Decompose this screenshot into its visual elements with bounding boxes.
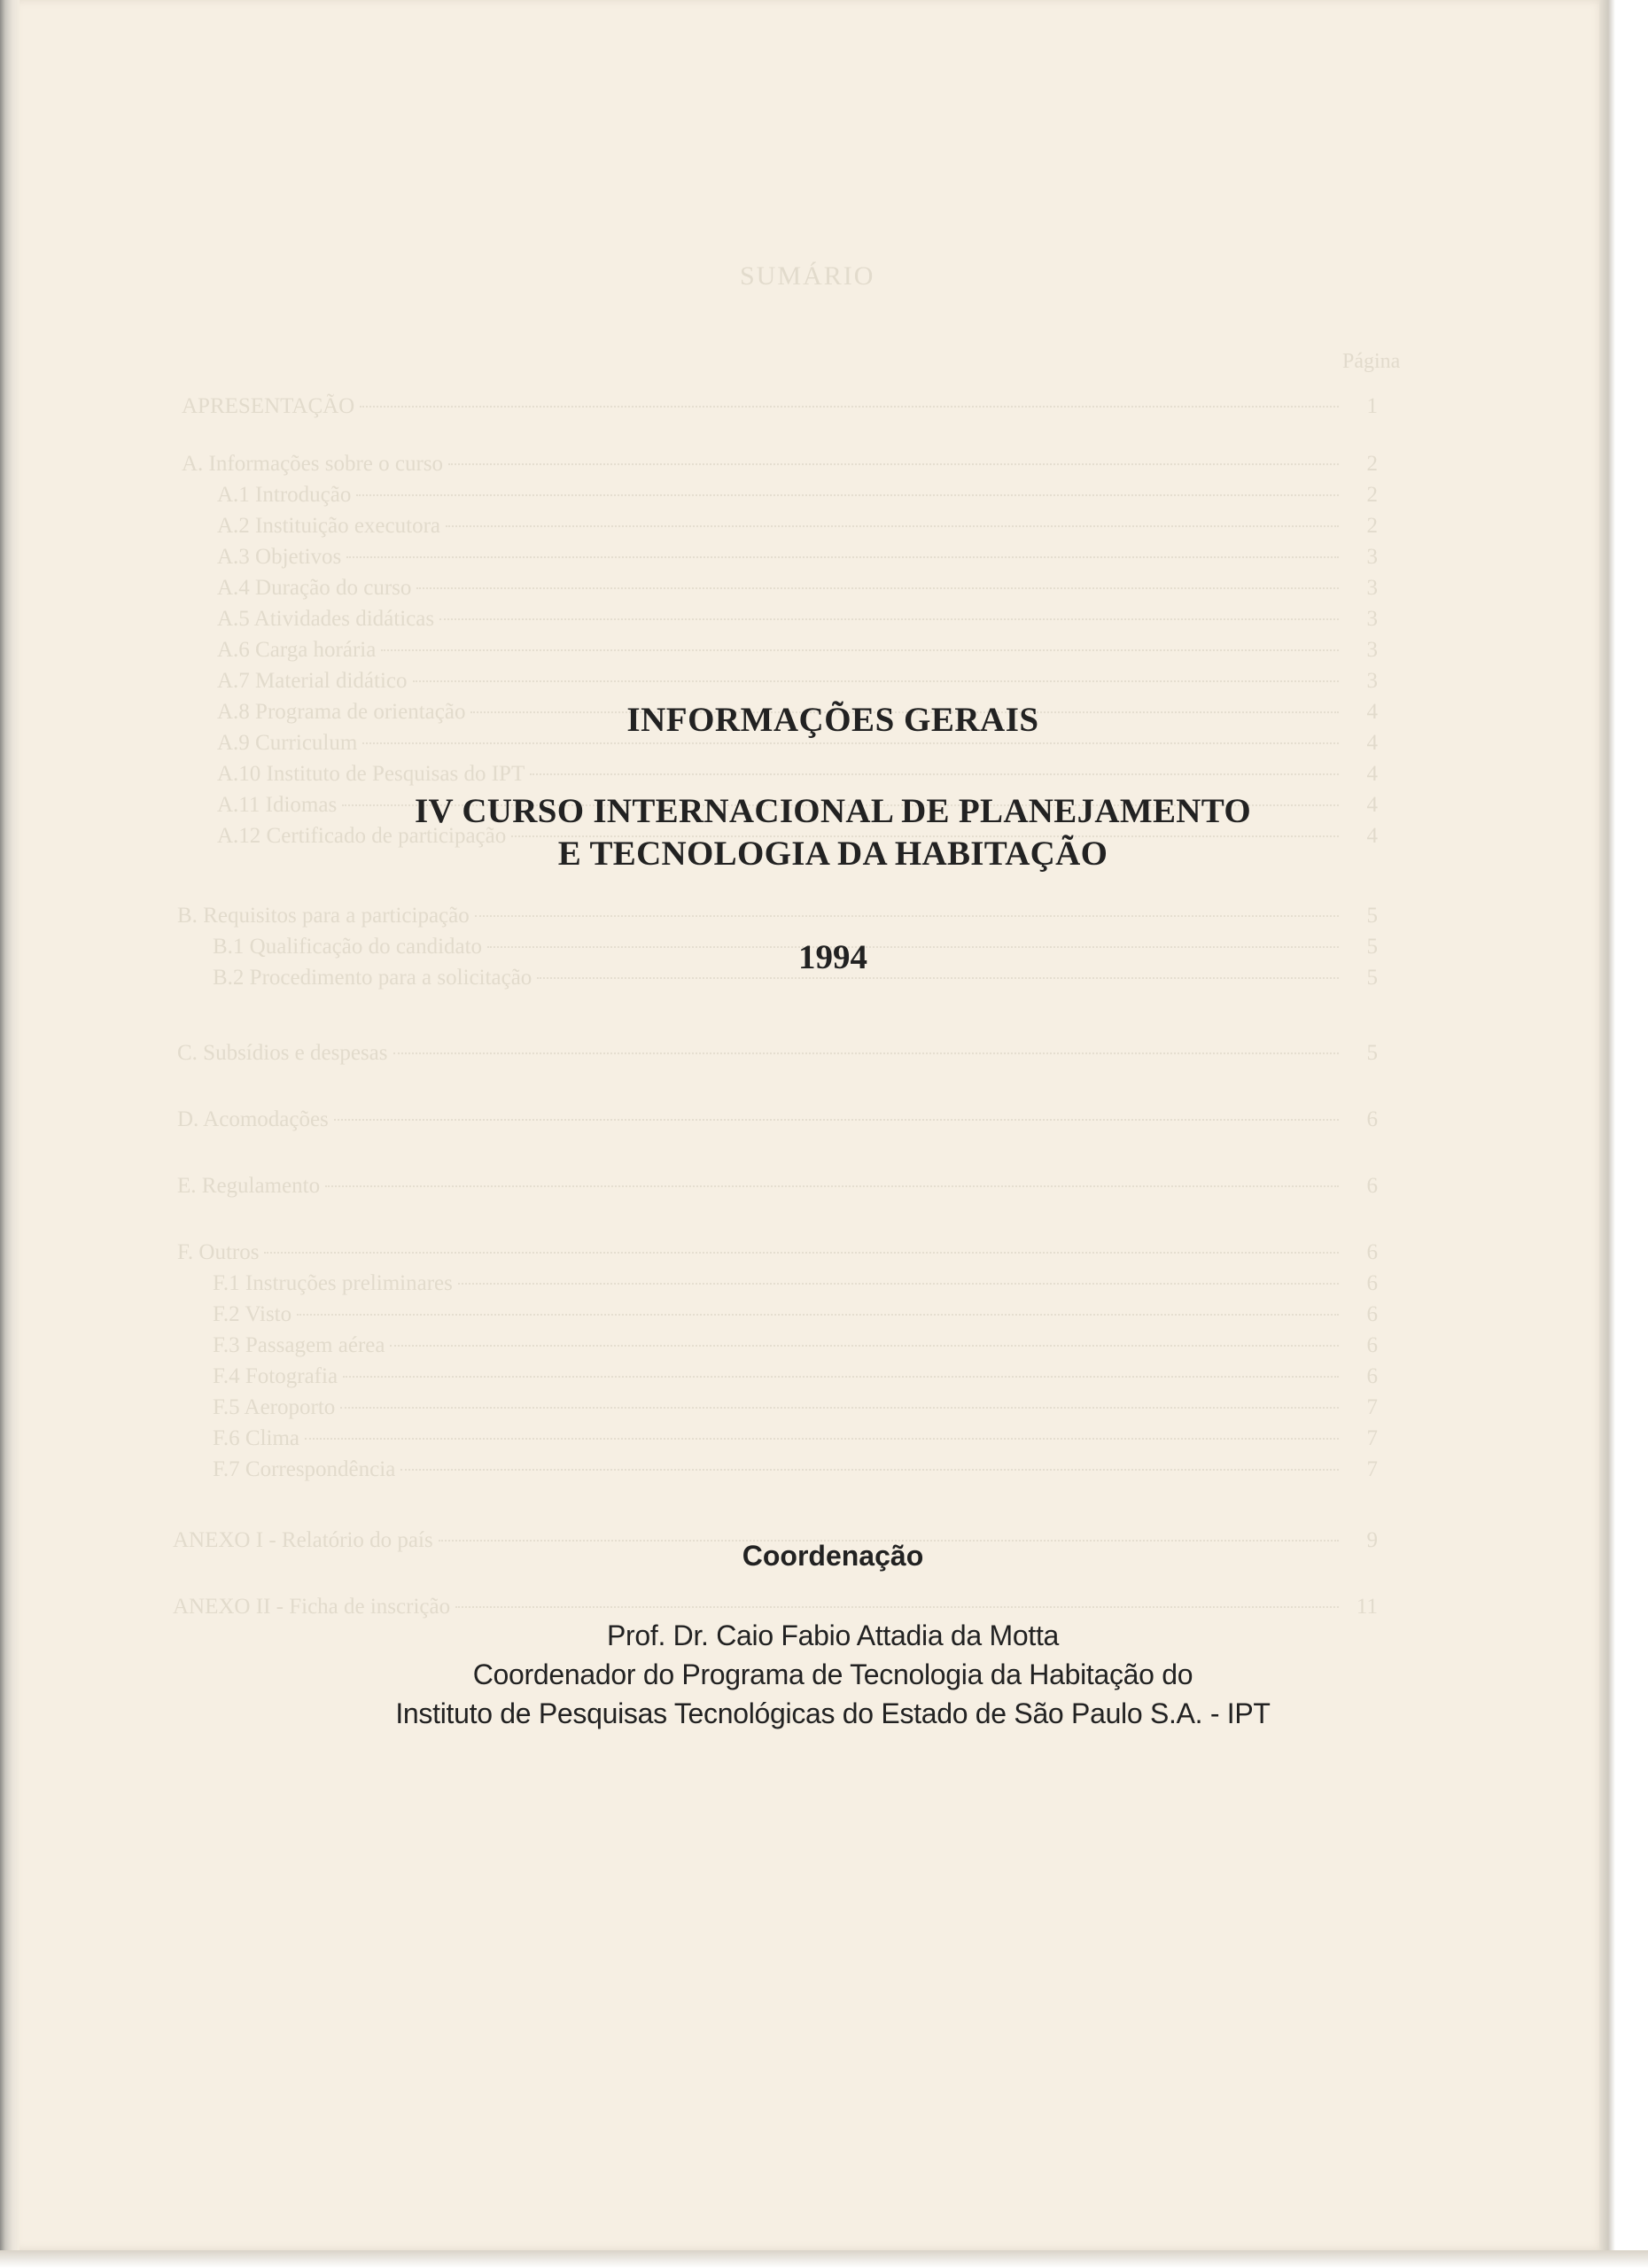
coordinator-institution: Instituto de Pesquisas Tecnológicas do Estado de São Paulo S.A. - IPT	[395, 1697, 1271, 1729]
toc-entry-page: 3	[1366, 545, 1378, 569]
toc-entry-label: B.2 Procedimento para a solicitação	[213, 966, 532, 990]
toc-entry-page: 3	[1366, 576, 1378, 600]
toc-entry-label: B. Requisitos para a participação	[177, 904, 470, 928]
toc-entry-label: A.3 Objetivos	[217, 545, 342, 569]
toc-entry-page: 3	[1366, 638, 1378, 662]
toc-entry-page: 4	[1366, 824, 1378, 848]
toc-entry-page: 5	[1366, 904, 1378, 928]
coordination-details	[292, 1616, 1373, 1733]
toc-title: SUMÁRIO	[740, 261, 875, 291]
toc-entry-page: 6	[1366, 1240, 1378, 1264]
toc-entry-label: A.12 Certificado de participação	[217, 824, 507, 848]
toc-entry-page: 6	[1366, 1333, 1378, 1357]
toc-entry-page: 4	[1366, 700, 1378, 724]
coordinator-name: Prof. Dr. Caio Fabio Attadia da Motta	[606, 1619, 1060, 1651]
toc-entry-page: 9	[1366, 1528, 1378, 1552]
toc-entry-page: 5	[1366, 935, 1378, 959]
toc-entry-label: A.1 Introdução	[217, 483, 352, 507]
toc-entry-page: 7	[1366, 1426, 1378, 1450]
toc-entry-page: 5	[1366, 1041, 1378, 1065]
course-year: 1994	[798, 938, 867, 976]
toc-entry-page: 2	[1366, 483, 1378, 507]
coordination-heading: Coordenação	[742, 1540, 924, 1572]
toc-entry-page: 5	[1366, 966, 1378, 990]
toc-entry-label: APRESENTAÇÃO	[182, 394, 355, 418]
course-title	[292, 790, 1373, 875]
toc-entry-label: A.4 Duração do curso	[217, 576, 412, 600]
toc-entry-label: F.7 Correspondência	[213, 1457, 396, 1481]
toc-entry-page: 2	[1366, 514, 1378, 538]
toc-entry-label: A.2 Instituição executora	[217, 514, 440, 538]
toc-entry-page: 7	[1366, 1395, 1378, 1419]
toc-entry-label: F. Outros	[177, 1240, 260, 1264]
toc-entry-page: 6	[1366, 1271, 1378, 1295]
toc-entry-label: A.6 Carga horária	[217, 638, 377, 662]
toc-entry-label: F.3 Passagem aérea	[213, 1333, 385, 1357]
toc-entry-label: B.1 Qualificação do candidato	[213, 935, 483, 959]
toc-entry-page: 6	[1366, 1364, 1378, 1388]
toc-entry-label: A.11 Idiomas	[217, 793, 338, 817]
toc-entry-page: 2	[1366, 452, 1378, 476]
toc-entry-label: A. Informações sobre o curso	[182, 452, 444, 476]
toc-entry-page: 6	[1366, 1107, 1378, 1131]
toc-entry-label: A.5 Atividades didáticas	[217, 607, 435, 631]
toc-entry-label: F.2 Visto	[213, 1302, 292, 1326]
toc-entry-page: 1	[1366, 394, 1378, 418]
toc-entry-page: 4	[1366, 793, 1378, 817]
course-title-line-2: E TECNOLOGIA DA HABITAÇÃO	[557, 835, 1108, 873]
toc-entry-page: 4	[1366, 731, 1378, 755]
toc-entry-label: D. Acomodações	[177, 1107, 329, 1131]
toc-entry-page: 6	[1366, 1302, 1378, 1326]
toc-entry-label: ANEXO I - Relatório do país	[173, 1528, 433, 1552]
course-title-line-1: IV CURSO INTERNACIONAL DE PLANEJAMENTO	[415, 792, 1251, 830]
toc-entry-page: 7	[1366, 1457, 1378, 1481]
toc-entry-page: 11	[1356, 1595, 1378, 1619]
coordinator-role: Coordenador do Programa de Tecnologia da Habitação do	[472, 1658, 1193, 1690]
toc-entry-label: E. Regulamento	[177, 1174, 321, 1198]
toc-entry-page: 6	[1366, 1174, 1378, 1198]
toc-entry-page: 3	[1366, 669, 1378, 693]
toc-entry-label: C. Subsídios e despesas	[177, 1041, 388, 1065]
toc-entry-page: 3	[1366, 607, 1378, 631]
toc-entry-label: A.10 Instituto de Pesquisas do IPT	[217, 762, 525, 786]
toc-entry-label: F.5 Aeroporto	[213, 1395, 336, 1419]
toc-entry-label: ANEXO II - Ficha de inscrição	[173, 1595, 451, 1619]
toc-entry-label: A.7 Material didático	[217, 669, 408, 693]
toc-entry-label: F.6 Clima	[213, 1426, 300, 1450]
toc-page-header: Página	[1342, 350, 1401, 373]
toc-entry-label: A.9 Curriculum	[217, 731, 358, 755]
toc-entry-label: A.8 Programa de orientação	[217, 700, 466, 724]
toc-entry-label: F.4 Fotografia	[213, 1364, 338, 1388]
toc-entry-page: 4	[1366, 762, 1378, 786]
document-heading: INFORMAÇÕES GERAIS	[626, 701, 1039, 739]
toc-entry-label: F.1 Instruções preliminares	[213, 1271, 453, 1295]
